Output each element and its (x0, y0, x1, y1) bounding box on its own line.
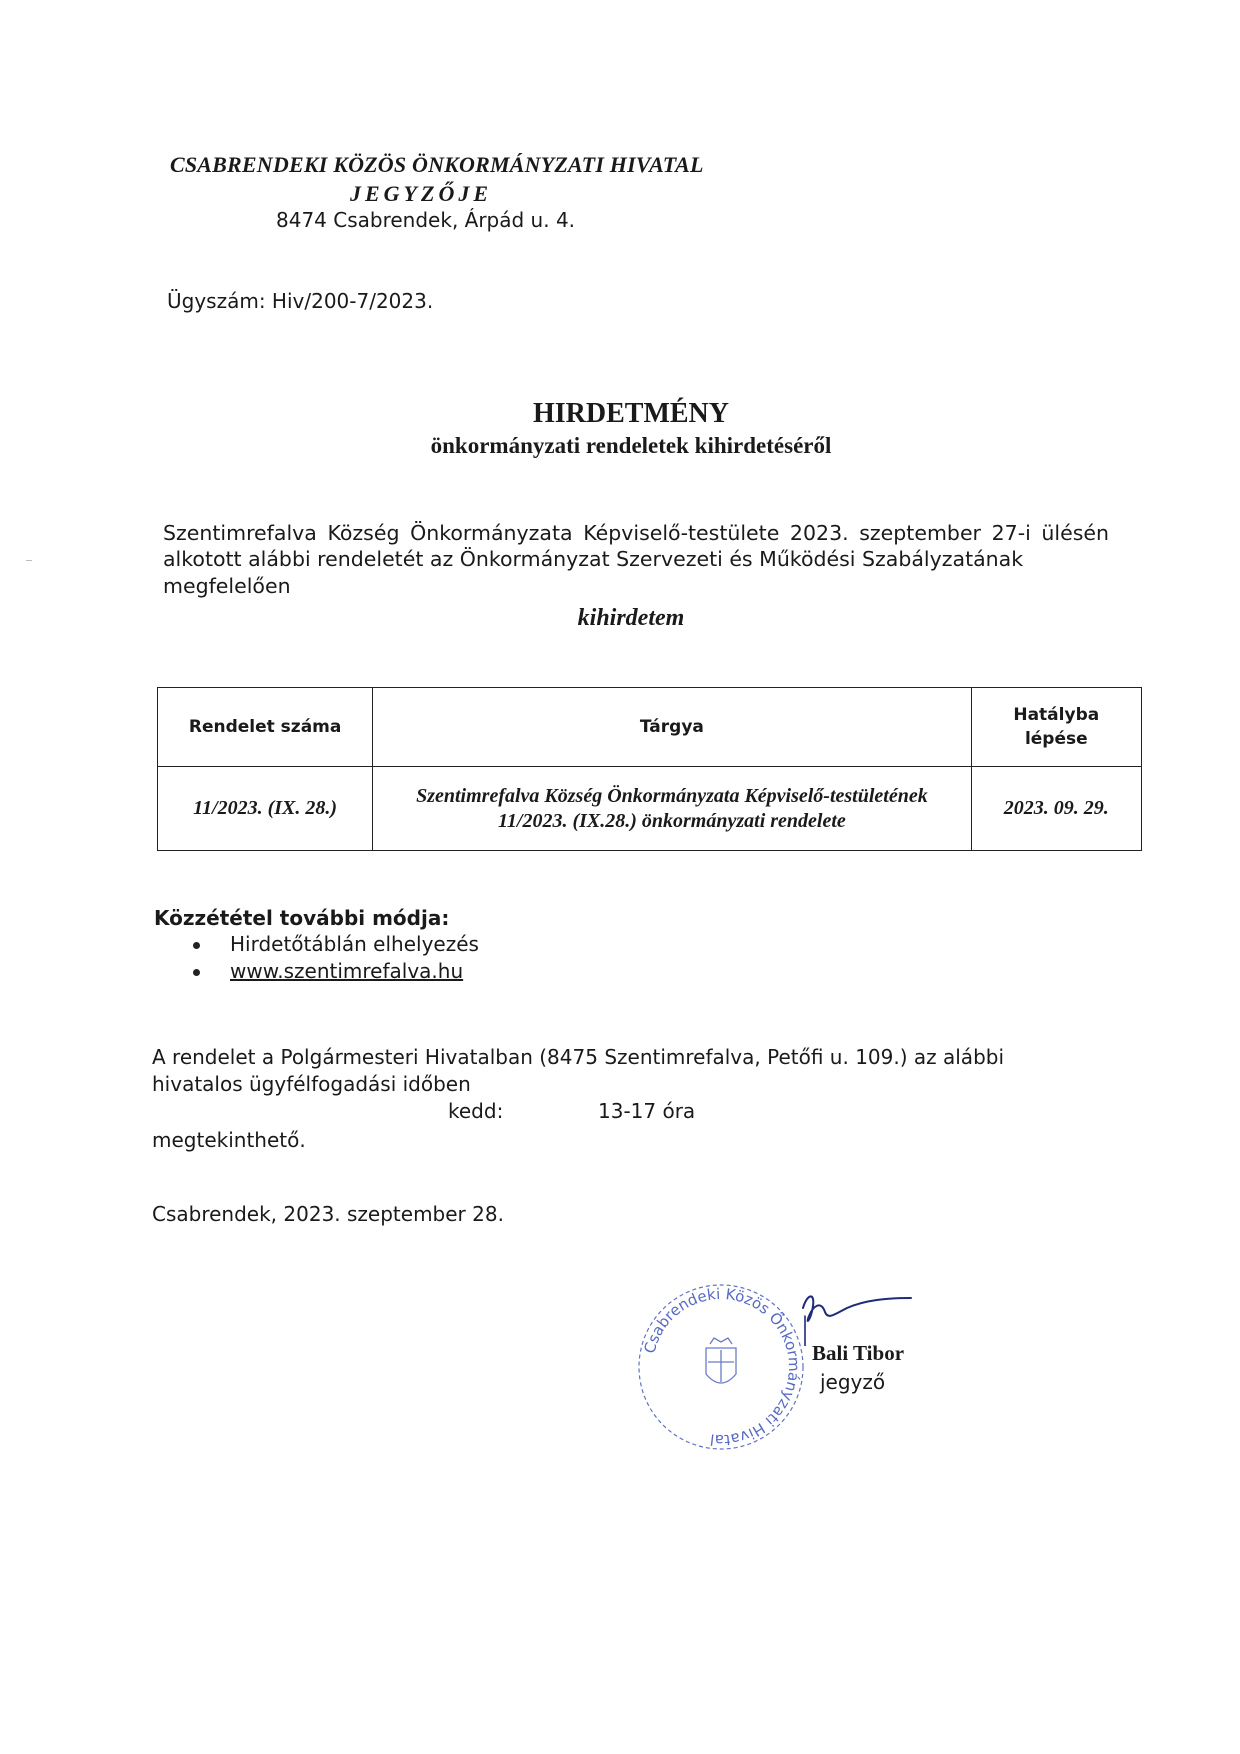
bullet-icon (193, 969, 200, 976)
table-header-effective (971, 688, 1141, 767)
list-item (190, 931, 479, 958)
coat-of-arms-icon (706, 1338, 736, 1383)
office-name: CSABRENDEKI KÖZÖS ÖNKORMÁNYZATI HIVATAL (170, 152, 704, 177)
publication-item-board: Hirdetőtáblán elhelyezés (230, 932, 479, 956)
table-header-number: Rendelet száma (158, 688, 373, 767)
regulation-subject-text: Szentimrefalva Község Önkormányzata Képviselő-testületének 11/2023. (IX.28.) önkormányzati rendelete (416, 784, 928, 832)
publication-list (190, 931, 479, 985)
regulation-table (157, 687, 1142, 851)
regulation-subject (373, 767, 971, 851)
intro-paragraph-end: megfelelően (163, 574, 291, 598)
announcement-word: kihirdetem (577, 605, 685, 631)
handwritten-signature (795, 1286, 915, 1346)
website-link[interactable]: www.szentimrefalva.hu (230, 959, 464, 983)
table-header-subject: Tárgya (373, 688, 971, 767)
case-number: Ügyszám: Hiv/200-7/2023. (167, 289, 434, 313)
viewing-closing: megtekinthető. (152, 1128, 306, 1152)
intro-paragraph: Szentimrefalva Község Önkormányzata Képviselő-testülete 2023. szeptember 27-i ülésén alkotott alábbi rendeletét az Önkormányzat Szervezeti és Működési Szabályzatának (163, 521, 1109, 571)
viewing-paragraph: A rendelet a Polgármesteri Hivatalban (8475 Szentimrefalva, Petőfi u. 109.) az alábbi hivatalos ügyfélfogadási időben (152, 1045, 1005, 1096)
document-title: HIRDETMÉNY (532, 398, 729, 429)
official-stamp (636, 1282, 806, 1452)
signer-role: jegyző (820, 1370, 886, 1394)
table-header-effective-label: Hatályba lépése (1013, 705, 1100, 749)
regulation-effective-date: 2023. 09. 29. (971, 767, 1141, 851)
stamp-text: Csabrendeki Közös Önkormányzati Hivatal (640, 1284, 804, 1450)
list-item (190, 958, 479, 985)
regulation-number: 11/2023. (IX. 28.) (158, 767, 373, 851)
document-subtitle: önkormányzati rendeletek kihirdetéséről (430, 433, 832, 458)
office-address: 8474 Csabrendek, Árpád u. 4. (276, 208, 576, 232)
office-hours-day: kedd: (448, 1099, 504, 1123)
publication-heading: Közzététel további módja: (154, 906, 450, 930)
office-hours-time: 13-17 óra (598, 1099, 696, 1123)
bullet-icon (193, 942, 200, 949)
place-and-date: Csabrendek, 2023. szeptember 28. (152, 1202, 504, 1226)
office-role: JEGYZŐJE (350, 181, 492, 206)
signer-name: Bali Tibor (812, 1341, 905, 1365)
table-row (158, 767, 1142, 851)
svg-text:Csabrendeki Közös Önkormányzat (640, 1285, 803, 1449)
margin-mark (26, 560, 32, 561)
table-header-row (158, 688, 1142, 767)
